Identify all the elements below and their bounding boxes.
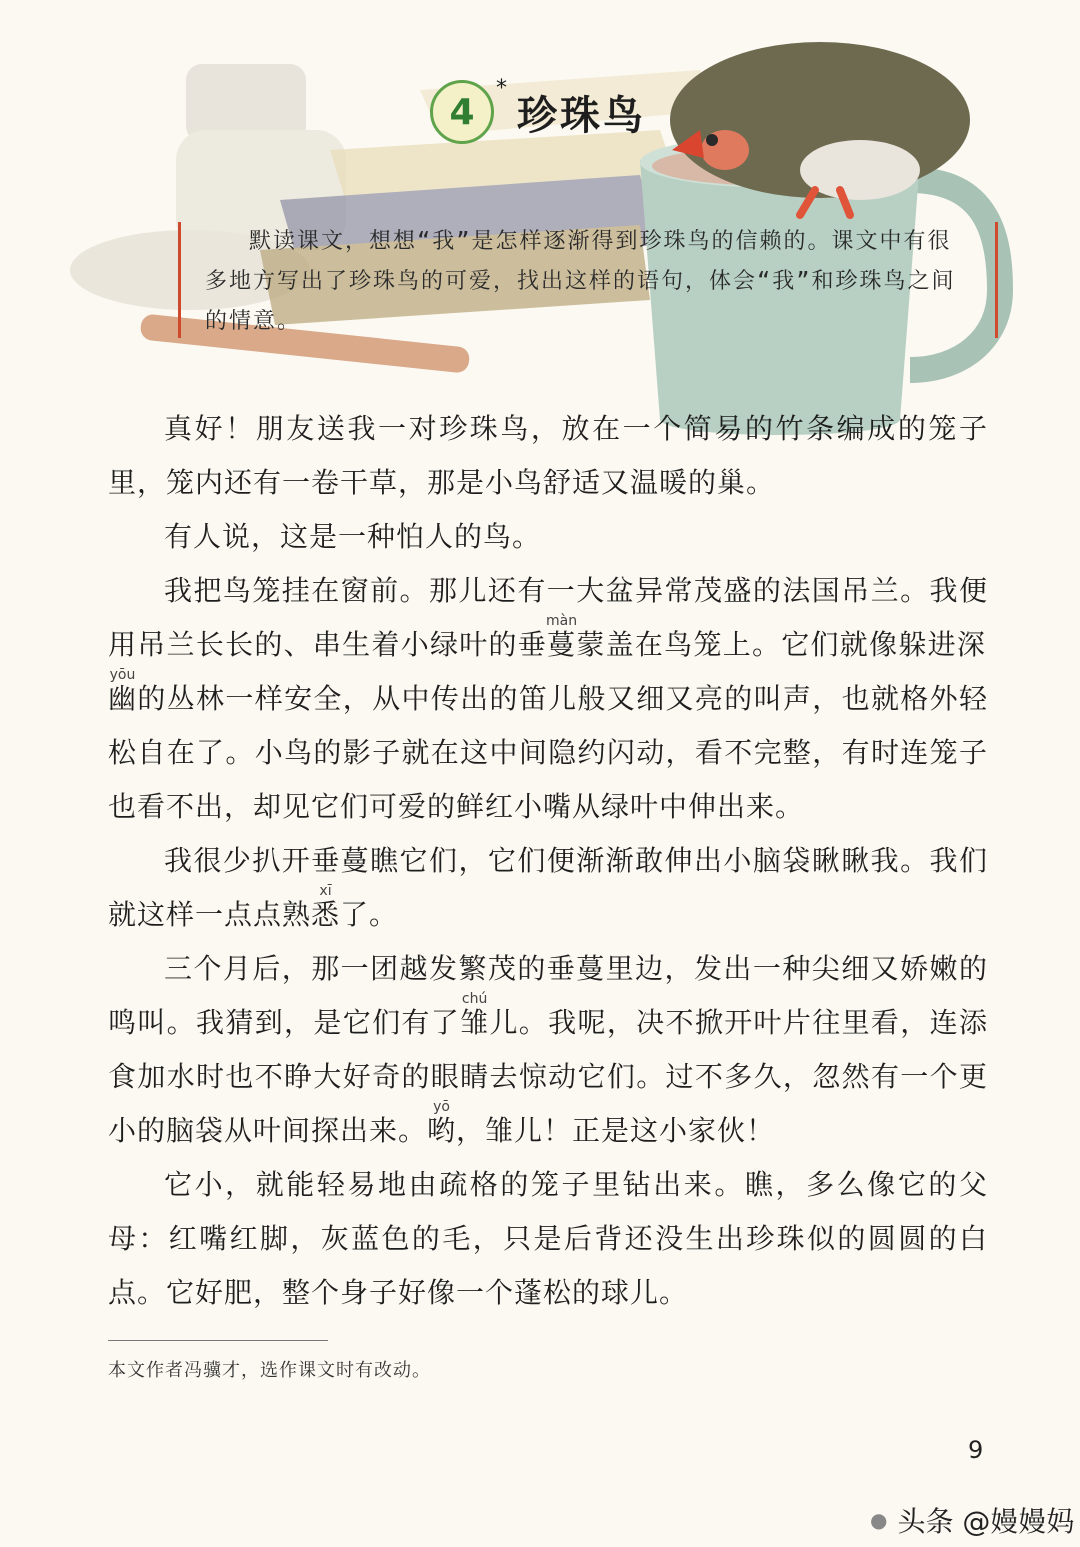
header-illustration: [0, 0, 1080, 440]
paragraph-4: 我很少扒开垂蔓瞧它们，它们便渐渐敢伸出小脑袋瞅瞅我。我们就这样一点点熟悉xī了。: [108, 844, 988, 931]
self-study-star-mark: *: [496, 76, 507, 101]
lesson-body: [108, 402, 988, 1320]
paragraph-3: 我把鸟笼挂在窗前。那儿还有一大盆异常茂盛的法国吊兰。我便用吊兰长长的、串生着小绿叶的垂蔓màn蒙盖在鸟笼上。它们就像躲进深幽yōu的丛林一样安全，从中传出的笛儿般又细又亮的叫声，也就格外轻松自在了。小鸟的影子就在这中间隐约闪动，看不完整，有时连笼子也看不出，却见它们可爱的鲜红小嘴从绿叶中伸出来。: [108, 574, 988, 823]
watermark: [870, 1500, 1074, 1540]
footnote-divider: [108, 1340, 328, 1341]
pinyin-annotation: 幽yōu: [108, 667, 138, 715]
page-number: 9: [968, 1436, 984, 1464]
pinyin-annotation: 悉xī: [311, 883, 341, 931]
paragraph-2: 有人说，这是一种怕人的鸟。: [164, 520, 542, 553]
chat-bubble-icon: ●: [870, 1508, 888, 1532]
lesson-title: [430, 76, 646, 144]
paragraph-6: 它小，就能轻易地由疏格的笼子里钻出来。瞧，多么像它的父母：红嘴红脚，灰蓝色的毛，只是后背还没生出珍珠似的圆圆的白点。它好肥，整个身子好像一个蓬松的球儿。: [108, 1168, 988, 1309]
reading-instruction-box: [178, 222, 998, 338]
reading-instruction-text: 默读课文，想想“我”是怎样逐渐得到珍珠鸟的信赖的。课文中有很多地方写出了珍珠鸟的可爱，找出这样的语句，体会“我”和珍珠鸟之间的情意。: [205, 229, 956, 334]
pinyin-annotation: 哟yō: [427, 1099, 457, 1147]
lesson-heading: 珍珠鸟: [517, 92, 646, 139]
paragraph-1: 真好！朋友送我一对珍珠鸟，放在一个简易的竹条编成的笼子里，笼内还有一卷干草，那是小鸟舒适又温暖的巢。: [108, 412, 988, 499]
footnote: 本文作者冯骥才，选作课文时有改动。: [108, 1360, 431, 1381]
lesson-number-badge: 4: [430, 80, 494, 144]
watermark-text: 头条 @嫚嫚妈: [897, 1505, 1075, 1538]
paragraph-5: 三个月后，那一团越发繁茂的垂蔓里边，发出一种尖细又娇嫩的鸣叫。我猜到，是它们有了雏chú儿。我呢，决不掀开叶片往里看，连添食加水时也不睁大好奇的眼睛去惊动它们。过不多久，忽然有一个更小的脑袋从叶间探出来。哟yō，雏儿！正是这小家伙！: [108, 952, 988, 1147]
pinyin-annotation: 蔓màn: [546, 613, 578, 661]
pinyin-annotation: 雏chú: [460, 991, 490, 1039]
